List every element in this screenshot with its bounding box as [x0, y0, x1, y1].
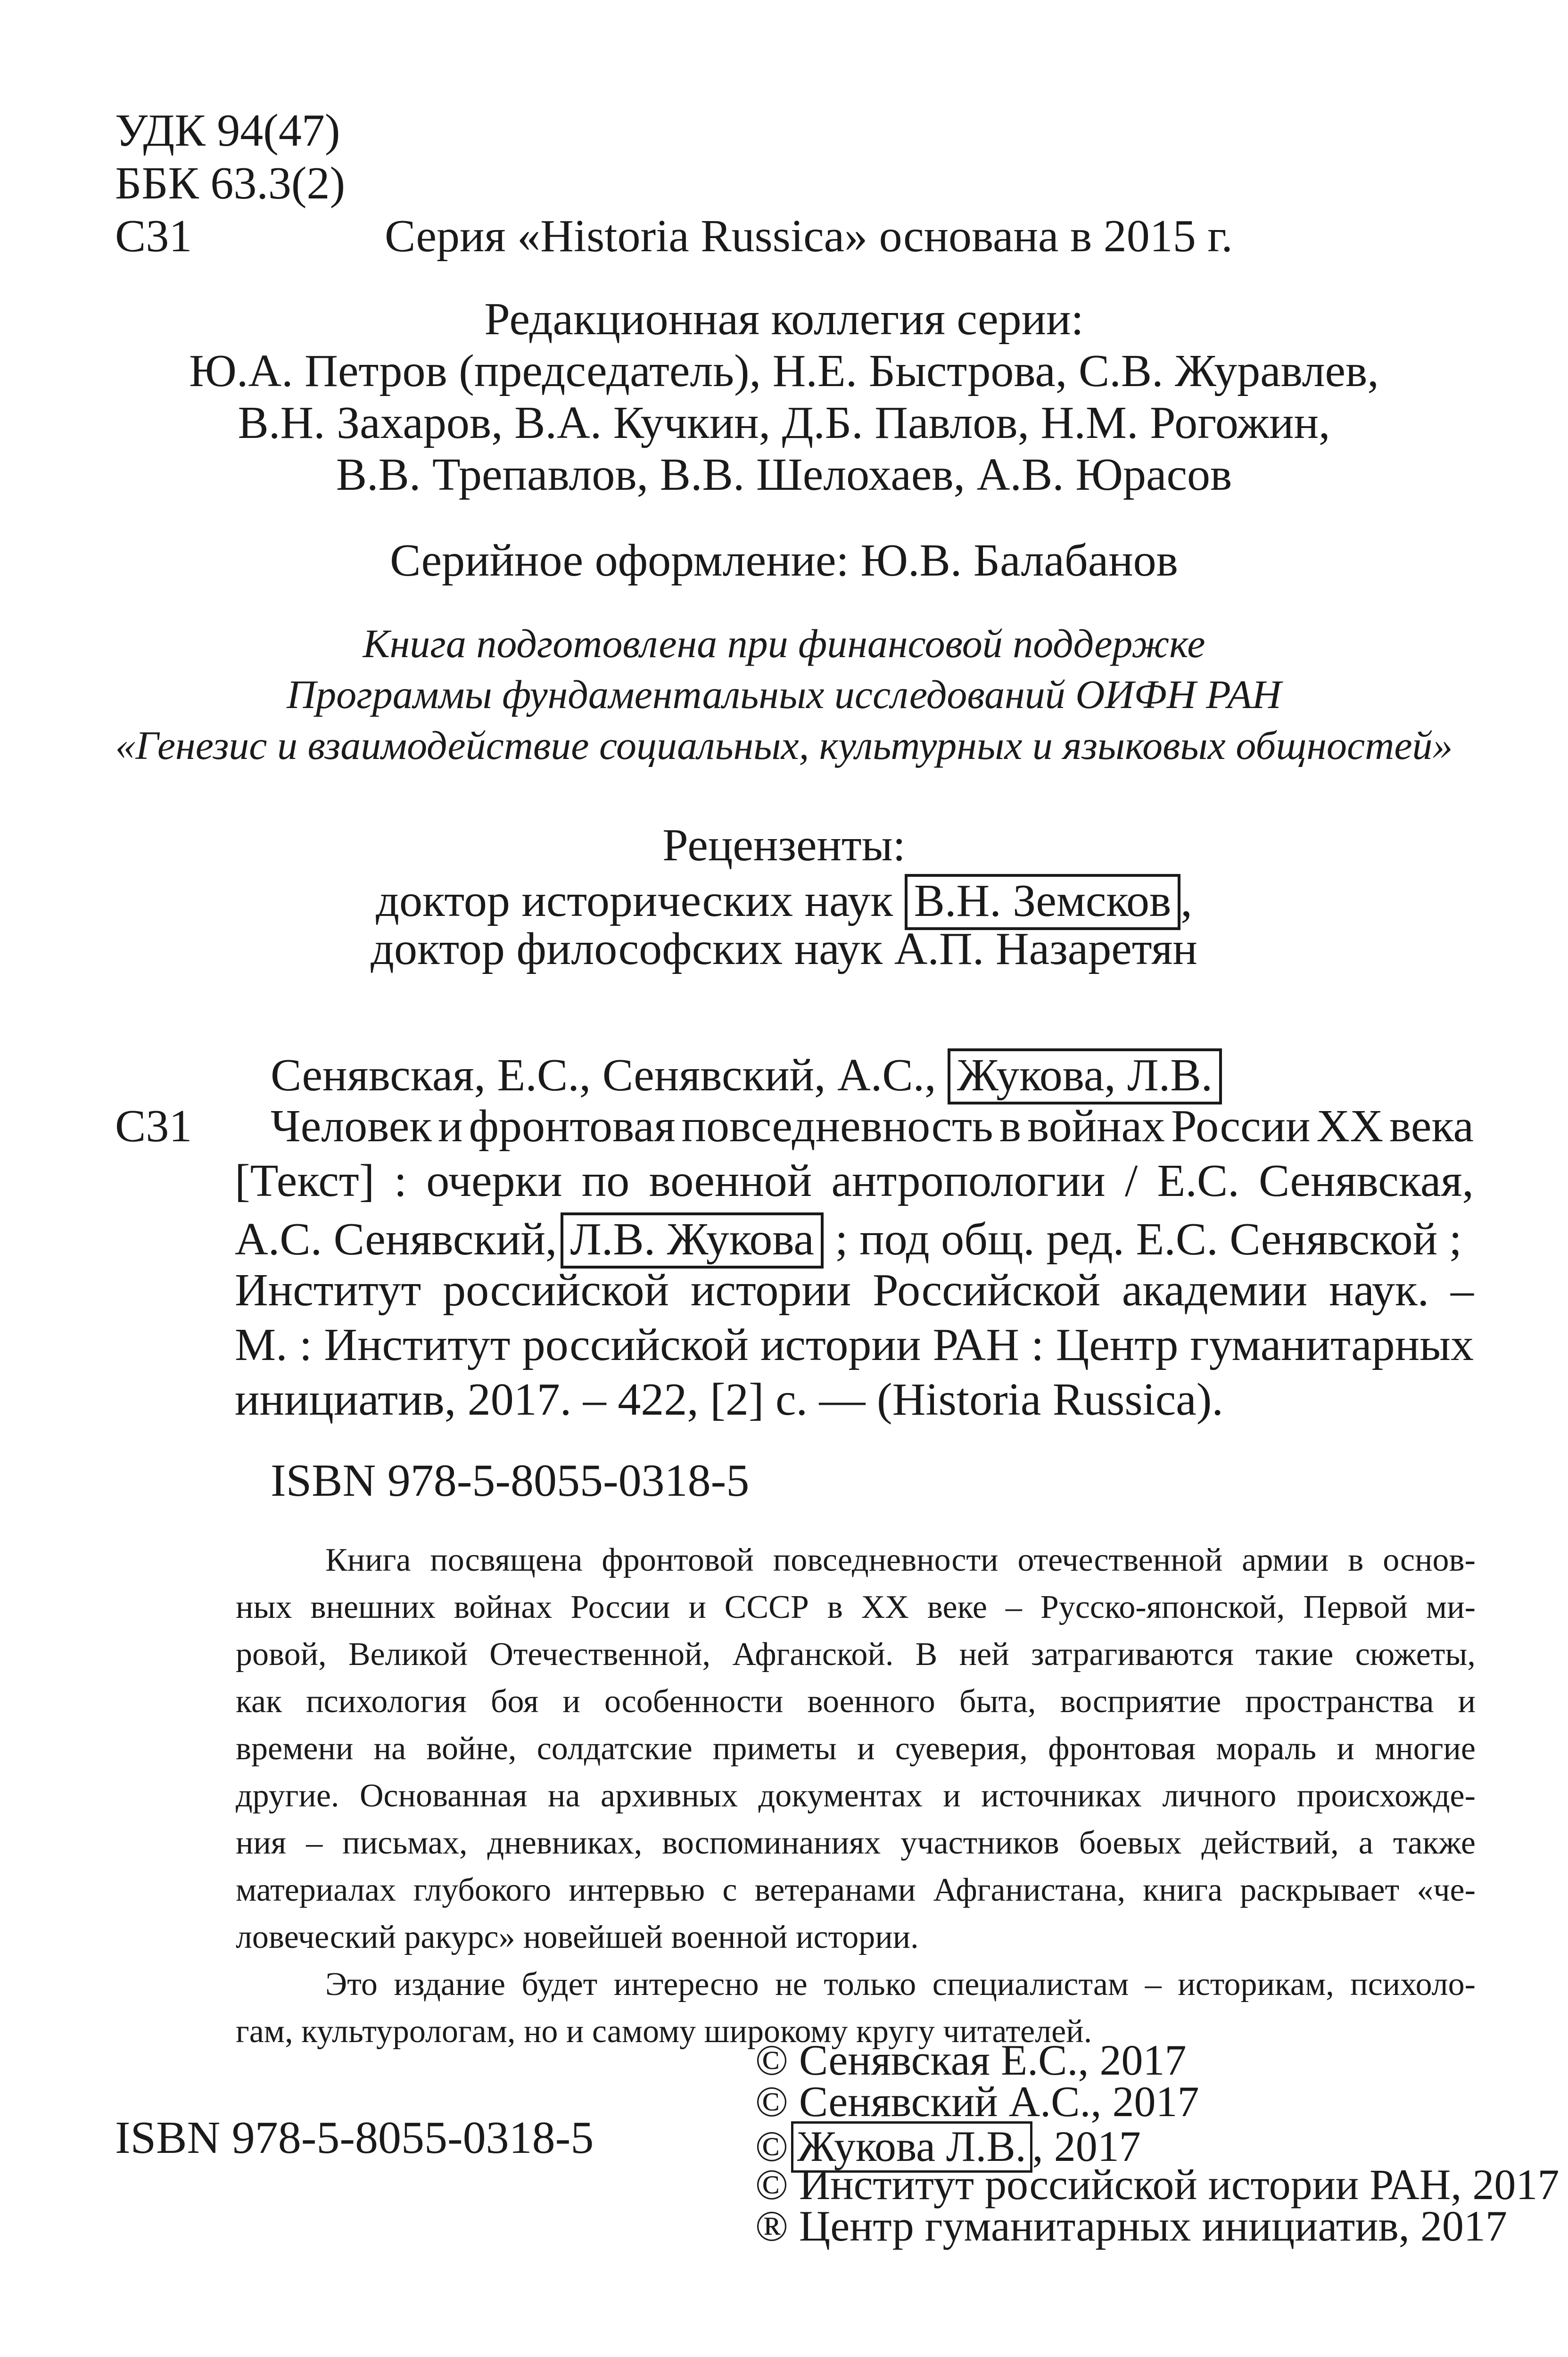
word: войне, [426, 1731, 517, 1767]
word: такие [1255, 1636, 1334, 1673]
catalog-title-line-6: инициатив, 2017. – 422, [2] с. — (Historia Russica). [235, 1374, 1223, 1425]
word: также [1393, 1825, 1476, 1861]
annotation-line [325, 1961, 1476, 2008]
word: и [857, 1731, 875, 1767]
annotation [236, 1537, 1476, 2055]
word: Институт [324, 1319, 511, 1370]
word: антропологии [831, 1155, 1106, 1206]
word: не [775, 1966, 808, 2003]
word: М. [235, 1319, 288, 1370]
word: Это [325, 1966, 378, 2003]
catalog-title-line-4 [235, 1265, 1474, 1316]
word: военной [649, 1155, 812, 1206]
editorial-board-line-2: В.Н. Захаров, В.А. Кучкин, Д.Б. Павлов, Н.М. Рогожин, [238, 397, 1330, 448]
word: психоло- [1350, 1966, 1476, 2003]
catalog-co-author-boxed: Л.В. Жукова [561, 1212, 823, 1269]
word: Первой [1303, 1589, 1408, 1625]
catalog-title-line-1 [271, 1101, 1474, 1152]
reviewer-1-comma: , [1180, 875, 1192, 926]
annotation-line [236, 1631, 1476, 1678]
word: – [306, 1825, 323, 1861]
word: : [1031, 1319, 1044, 1370]
series-design-credit: Серийное оформление: Ю.В. Балабанов [390, 535, 1178, 586]
word: особенности [604, 1683, 784, 1720]
word: ветеранами [754, 1872, 916, 1908]
word: Российской [873, 1265, 1101, 1316]
word: Великой [348, 1636, 468, 1673]
support-line-2: Программы фундаментальных исследований ОИФН РАН [287, 672, 1281, 717]
word: – [1450, 1265, 1474, 1316]
word: основ- [1383, 1542, 1476, 1578]
word: века [1389, 1101, 1474, 1152]
word: историкам, [1178, 1966, 1334, 2003]
word: на [547, 1778, 580, 1814]
word: с [722, 1872, 737, 1908]
word: посвящена [430, 1542, 583, 1578]
word: внешних [310, 1589, 436, 1625]
word: издание [394, 1966, 505, 2003]
catalog-isbn: ISBN 978-5-8055-0318-5 [271, 1455, 750, 1506]
word: затрагиваются [1031, 1636, 1234, 1673]
catalog-author-boxed: Жукова, Л.В. [948, 1048, 1222, 1104]
word: армии [1242, 1542, 1329, 1578]
word: материалах [236, 1872, 396, 1908]
annotation-line [236, 1867, 1476, 1914]
word: в [999, 1101, 1021, 1152]
annotation-line [325, 1537, 1476, 1584]
word: ней [959, 1636, 1009, 1673]
word: XX [861, 1589, 909, 1625]
annotation-line [236, 1914, 1476, 1961]
isbn-bottom: ISBN 978-5-8055-0318-5 [115, 2112, 594, 2163]
annotation-line [236, 1772, 1476, 1820]
word: Центр [1056, 1319, 1179, 1370]
word: ми- [1426, 1589, 1476, 1625]
word: пространства [1245, 1683, 1434, 1720]
word: ных [236, 1589, 292, 1625]
word: фронтовой [602, 1542, 754, 1578]
word: отечественной [1017, 1542, 1223, 1578]
word: только [824, 1966, 916, 2003]
word: и [1337, 1731, 1354, 1767]
word: веке [927, 1589, 987, 1625]
word: боевых [1079, 1825, 1182, 1861]
word: академии [1122, 1265, 1308, 1316]
word: восприятие [1060, 1683, 1221, 1720]
series-note: Серия «Historia Russica» основана в 2015 г. [385, 211, 1233, 262]
word: российской [443, 1265, 669, 1316]
copyright-2: © Сенявский А.С., 2017 [755, 2077, 1199, 2126]
word: России [1171, 1101, 1311, 1152]
word: Афганистана, [933, 1872, 1126, 1908]
word: на [373, 1731, 406, 1767]
word: суеверия, [895, 1731, 1028, 1767]
word: письмах, [342, 1825, 468, 1861]
word: архивных [601, 1778, 738, 1814]
reviewers-heading: Рецензенты: [662, 820, 906, 871]
word: в [1348, 1542, 1364, 1578]
word: интересно [613, 1966, 759, 2003]
word: психология [306, 1683, 467, 1720]
word: действий, [1201, 1825, 1339, 1861]
word: В [915, 1636, 938, 1673]
word: «че- [1417, 1872, 1476, 1908]
word: как [236, 1683, 282, 1720]
word: личного [1162, 1778, 1277, 1814]
word: в [827, 1589, 843, 1625]
support-line-1: Книга подготовлена при финансовой поддержке [363, 621, 1205, 666]
word: Основанная [359, 1778, 528, 1814]
word: Институт [235, 1265, 421, 1316]
word: Афганской. [732, 1636, 894, 1673]
word: глубокого [413, 1872, 552, 1908]
word: Сенявская, [1259, 1155, 1474, 1206]
word: и [437, 1101, 463, 1152]
word: РАН [933, 1319, 1019, 1370]
word: и [688, 1589, 706, 1625]
annotation-line [236, 1820, 1476, 1867]
reviewer-1-degree: доктор исторических наук [376, 875, 893, 926]
word: приметы [712, 1731, 837, 1767]
word: : [394, 1155, 407, 1206]
copyright-3-sign: © [755, 2122, 788, 2170]
word: : [299, 1319, 313, 1370]
catalog-title-line-3: А.С. Сенявский, Л.В. Жукова ; под общ. ред. Е.С. Сенявской ; [235, 1212, 1462, 1269]
catalog-title-line-5 [235, 1319, 1474, 1370]
word: России [570, 1589, 670, 1625]
word: очерки [426, 1155, 562, 1206]
word: документах [758, 1778, 923, 1814]
word: СССР [724, 1589, 809, 1625]
reviewer-1 [0, 874, 1568, 930]
word: происхожде- [1296, 1778, 1476, 1814]
word: войнах [1027, 1101, 1165, 1152]
editorial-board-line-3: В.В. Трепавлов, В.В. Шелохаев, А.В. Юрасов [336, 449, 1232, 500]
word: войнах [454, 1589, 553, 1625]
editorial-board-heading: Редакционная коллегия серии: [484, 294, 1084, 345]
word: наук. [1329, 1265, 1429, 1316]
word: будет [521, 1966, 598, 2003]
word: – [1005, 1589, 1022, 1625]
catalog-mark: С31 [115, 1101, 192, 1152]
copyright-1: © Сенявская Е.С., 2017 [755, 2036, 1187, 2084]
word: повседневности [773, 1542, 999, 1578]
copyright-3-year: , 2017 [1032, 2122, 1141, 2170]
catalog-title-line-2 [235, 1155, 1474, 1206]
annotation-line [236, 1678, 1476, 1725]
word: источниках [981, 1778, 1142, 1814]
catalog-authors-list: Сенявская, Е.С., Сенявский, А.С., [271, 1050, 936, 1101]
word: раскрывает [1240, 1872, 1400, 1908]
word: Книга [325, 1542, 411, 1578]
word: российской [522, 1319, 749, 1370]
word: и [562, 1683, 580, 1720]
word: дневниках, [487, 1825, 643, 1861]
word: а [1358, 1825, 1373, 1861]
word: ния [236, 1825, 287, 1861]
word: ровой, [236, 1636, 327, 1673]
word: гам, культурологам, но и самому широкому кругу читателей. [236, 2013, 1092, 2050]
word: – [1145, 1966, 1162, 2003]
bbk-code: ББК 63.3(2) [115, 158, 346, 209]
word: времени [236, 1731, 354, 1767]
word: солдатские [536, 1731, 693, 1767]
word: и [1458, 1683, 1476, 1720]
reviewer-2: доктор философских наук А.П. Назаретян [371, 923, 1197, 974]
word: мораль [1216, 1731, 1317, 1767]
word: ловеческий ракурс» новейшей военной истории. [236, 1919, 919, 1955]
word: воспоминаниях [662, 1825, 881, 1861]
author-mark: С31 [115, 211, 192, 262]
annotation-line [236, 1725, 1476, 1772]
word: [Текст] [235, 1155, 375, 1206]
word: интервью [569, 1872, 705, 1908]
word: по [581, 1155, 630, 1206]
word: быта, [959, 1683, 1036, 1720]
copyright-5: ® Центр гуманитарных инициатив, 2017 [755, 2202, 1507, 2250]
word: Отечественной, [489, 1636, 711, 1673]
copyright-4: © Институт российской истории РАН, 2017 [755, 2160, 1560, 2209]
word: Человек [271, 1101, 432, 1152]
word: фронтовая [1048, 1731, 1196, 1767]
word: сюжеты, [1355, 1636, 1476, 1673]
word: многие [1375, 1731, 1476, 1767]
word: Е.С. [1157, 1155, 1239, 1206]
word: / [1124, 1155, 1138, 1206]
word: специалистам [932, 1966, 1129, 2003]
reviewer-1-name-boxed: В.Н. Земсков [905, 874, 1181, 930]
catalog-authors [271, 1048, 1222, 1104]
word: другие. [236, 1778, 339, 1814]
editorial-board-line-1: Ю.А. Петров (председатель), Н.Е. Быстрова, С.В. Журавлев, [189, 346, 1379, 396]
word: XX [1316, 1101, 1384, 1152]
word: повседневность [681, 1101, 993, 1152]
support-line-3: «Генезис и взаимодействие социальных, культурных и языковых общностей» [115, 723, 1453, 768]
udk-code: УДК 94(47) [115, 105, 340, 156]
word: книга [1143, 1872, 1222, 1908]
word: участников [900, 1825, 1059, 1861]
word: Русско-японской, [1040, 1589, 1285, 1625]
word: истории [760, 1319, 921, 1370]
word: гуманитарных [1190, 1319, 1474, 1370]
word: истории [690, 1265, 851, 1316]
copyright-3-boxed-name: Жукова Л.В. [791, 2121, 1032, 2173]
word: фронтовая [469, 1101, 676, 1152]
word: и [943, 1778, 961, 1814]
annotation-line [236, 1584, 1476, 1631]
word: военного [807, 1683, 935, 1720]
word: боя [490, 1683, 539, 1720]
